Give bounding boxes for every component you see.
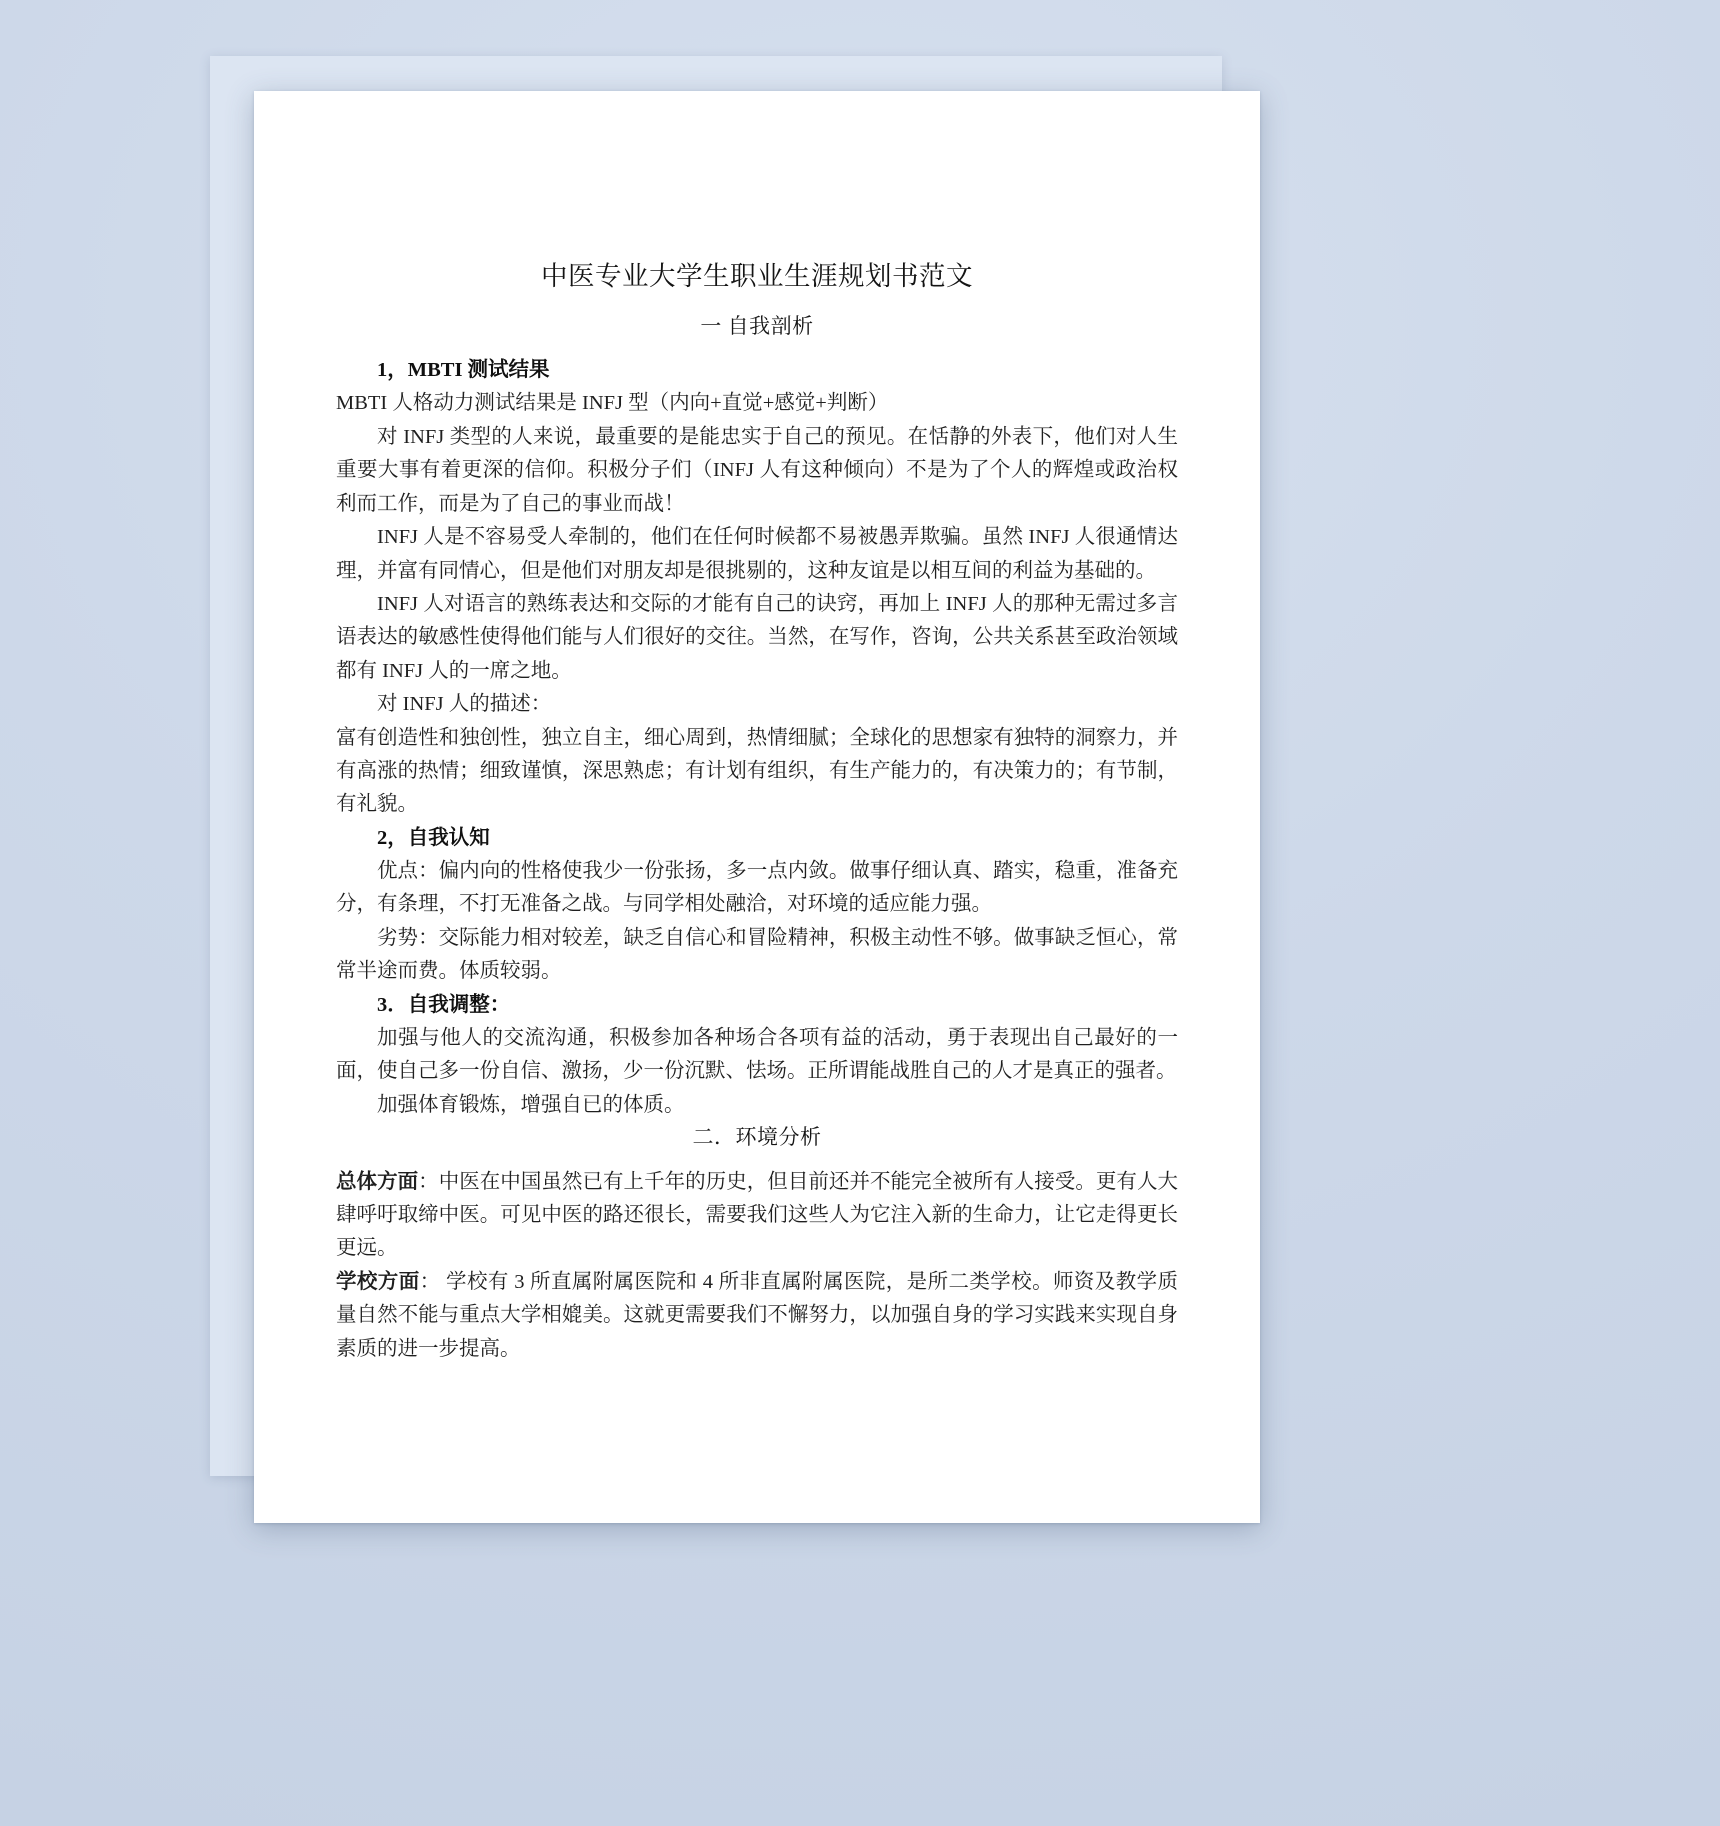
- paragraph-strengths: 优点：偏内向的性格使我少一份张扬，多一点内敛。做事仔细认真、踏实，稳重，准备充分，有条理，不打无准备之战。与同学相处融洽，对环境的适应能力强。: [336, 859, 1178, 916]
- text-overall-aspect: ：中医在中国虽然已有上千年的历史，但目前还并不能完全被所有人接受。更有人大肆呼吁取缔中医。可见中医的路还很长，需要我们这些人为它注入新的生命力，让它走得更长更远。: [336, 1170, 1179, 1260]
- document-page: [254, 91, 1260, 1523]
- paragraph-school-analysis: [336, 1266, 1178, 1366]
- paragraph-weaknesses: 劣势：交际能力相对较差，缺乏自信心和冒险精神，积极主动性不够。做事缺乏恒心，常常半途而费。体质较弱。: [336, 926, 1178, 983]
- paragraph-infj-2: INFJ 人是不容易受人牵制的，他们在任何时候都不易被愚弄欺骗。虽然 INFJ 人很通情达理，并富有同情心，但是他们对朋友却是很挑剔的，这种友谊是以相互间的利益为基础的。: [336, 526, 1178, 582]
- label-overall-aspect: 总体方面: [336, 1170, 419, 1193]
- paragraph-adjustment-1: 加强与他人的交流沟通，积极参加各种场合各项有益的活动，勇于表现出自己最好的一面，使自己多一份自信、激扬，少一份沉默、怯场。正所谓能战胜自己的人才是真正的强者。: [336, 1026, 1178, 1083]
- paragraph-infj-description: 富有创造性和独创性，独立自主，细心周到，热情细腻；全球化的思想家有独特的洞察力，并有高涨的热情；细致谨慎，深思熟虑；有计划有组织，有生产能力的，有决策力的；有节制，有礼貌。: [336, 726, 1178, 816]
- label-school-aspect: 学校方面: [336, 1270, 420, 1293]
- paragraph-mbti-result-line: MBTI 人格动力测试结果是 INFJ 型（内向+直觉+感觉+判断）: [336, 392, 889, 415]
- subheading-self-cognition: 2，自我认知: [377, 826, 490, 849]
- section-heading-one: 一 自我剖析: [700, 313, 814, 338]
- document-title: 中医专业大学生职业生涯规划书范文: [541, 261, 973, 291]
- subheading-mbti-result: 1，MBTI 测试结果: [377, 359, 550, 382]
- paragraph-overall-analysis: [336, 1166, 1178, 1266]
- document-body: [336, 259, 1178, 1366]
- subheading-self-adjustment: 3．自我调整：: [377, 993, 511, 1016]
- paragraph-infj-3: INFJ 人对语言的熟练表达和交际的才能有自己的诀窍，再加上 INFJ 人的那种无需过多言语表达的敏感性使得他们能与人们很好的交往。当然，在写作，咨询，公共关系甚至政治领域都有 INFJ 人的一席之地。: [336, 592, 1178, 682]
- section-heading-two: 二．环境分析: [692, 1125, 822, 1149]
- paragraph-infj-1: 对 INFJ 类型的人来说，最重要的是能忠实于自己的预见。在恬静的外表下，他们对人生重要大事有着更深的信仰。积极分子们（INFJ 人有这种倾向）不是为了个人的辉煌或政治权利而工作，而是为了自己的事业而战！: [336, 425, 1178, 515]
- paragraph-infj-description-label: 对 INFJ 人的描述：: [377, 693, 552, 716]
- paragraph-adjustment-2: 加强体育锻炼，增强自已的体质。: [377, 1093, 685, 1116]
- text-school-aspect: ： 学校有 3 所直属附属医院和 4 所非直属附属医院，是所二类学校。师资及教学质量自然不能与重点大学相媲美。这就更需要我们不懈努力，以加强自身的学习实践来实现自身素质的进一步提高。: [336, 1270, 1179, 1360]
